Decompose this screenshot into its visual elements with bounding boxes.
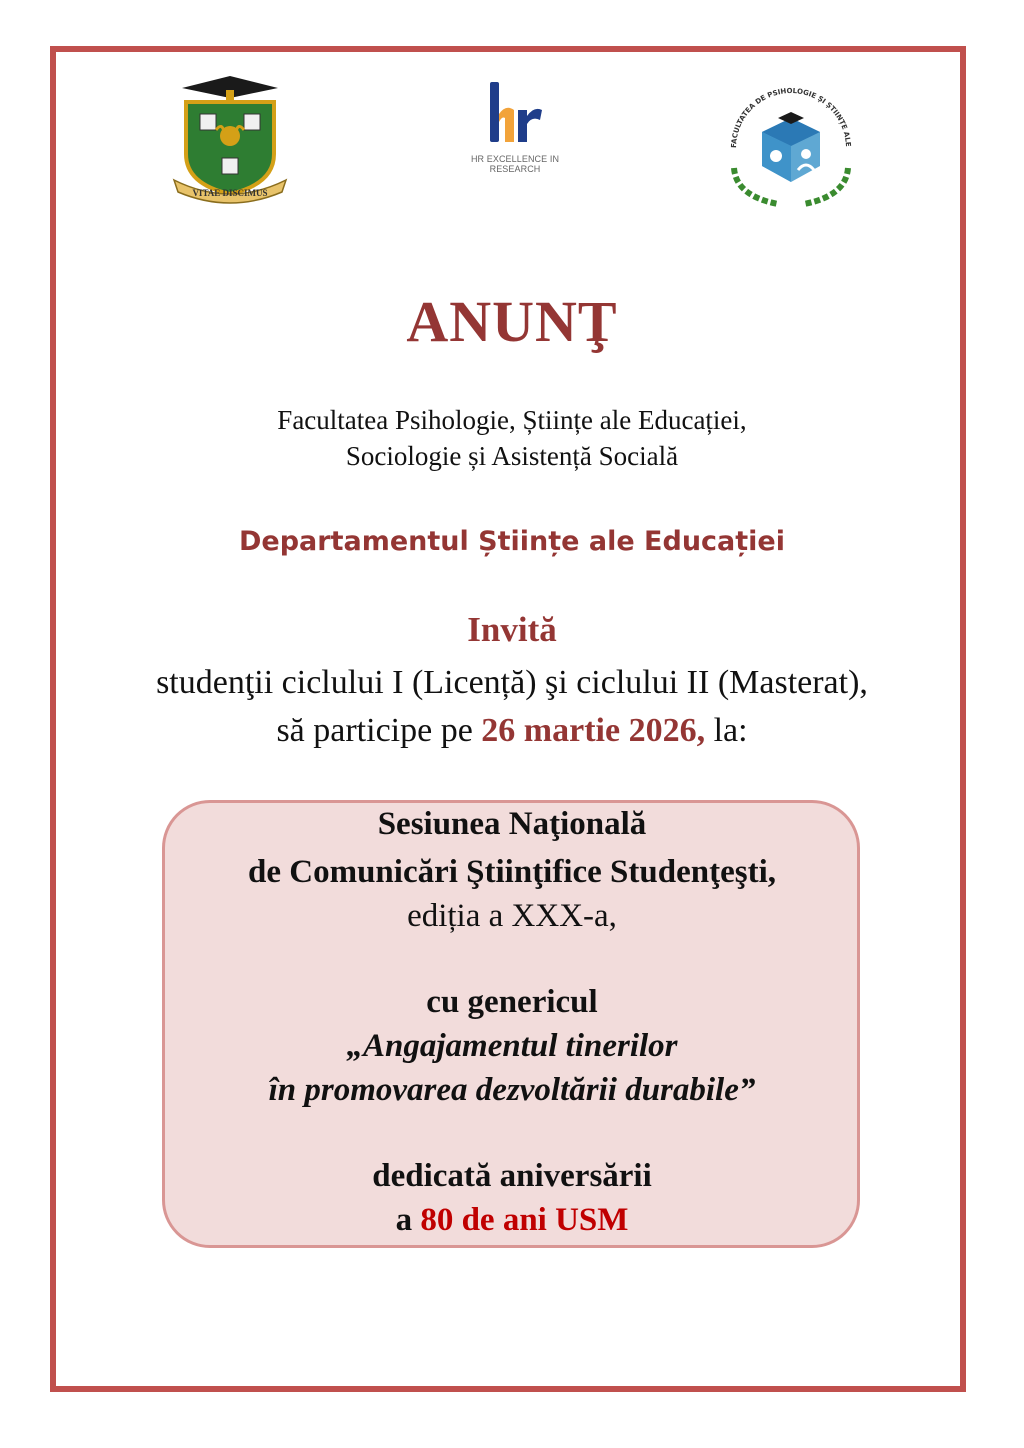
faculty-emblem-logo: [716, 78, 866, 210]
theme-line-1: „Angajamentul tinerilor: [346, 1028, 678, 1064]
event-date: 26 martie 2026,: [481, 712, 706, 749]
faculty-ring-text: FACULTATEA DE PSIHOLOGIE ȘI ȘTIINȚE ALE: [729, 86, 853, 149]
invite-audience: studenţii ciclului I (Licență) şi ciclului II (Masterat),: [156, 664, 868, 701]
anniversary-highlight: 80 de ani USM: [420, 1202, 629, 1238]
event-name-line-2: de Comunicări Ştiinţifice Studenţeşti,: [248, 854, 776, 890]
anniversary-line: [0, 1202, 1024, 1239]
invite-date-prefix: să participe pe: [276, 712, 482, 749]
anniversary-prefix: a: [395, 1202, 421, 1238]
theme-line-2: în promovarea dezvoltării durabile”: [268, 1072, 756, 1108]
invite-date-line: [0, 712, 1024, 750]
department-name: Departamentul Științe ale Educației: [239, 526, 785, 557]
faculty-name: [0, 402, 1024, 474]
page-title: ANUNŢ: [406, 289, 618, 354]
invite-date-suffix: la:: [705, 712, 748, 749]
faculty-line-1: Facultatea Psihologie, Științe ale Educației,: [277, 405, 747, 435]
faculty-line-2: Sociologie și Asistență Socială: [345, 441, 679, 471]
usm-coat-of-arms-logo: [172, 74, 288, 204]
hr-excellence-logo: [448, 80, 582, 172]
theme-label: cu genericul: [426, 984, 598, 1020]
usm-motto: VITAE DISCIMUS: [192, 188, 268, 198]
event-name-line-1: Sesiunea Naţională: [377, 806, 647, 842]
hr-caption: HR EXCELLENCE IN RESEARCH: [470, 154, 560, 174]
hr-mark: hr: [448, 80, 449, 81]
dedication-line: dedicată aniversării: [372, 1158, 652, 1194]
invite-heading: Invită: [467, 610, 557, 649]
event-edition: ediția a XXX-a,: [407, 898, 617, 934]
